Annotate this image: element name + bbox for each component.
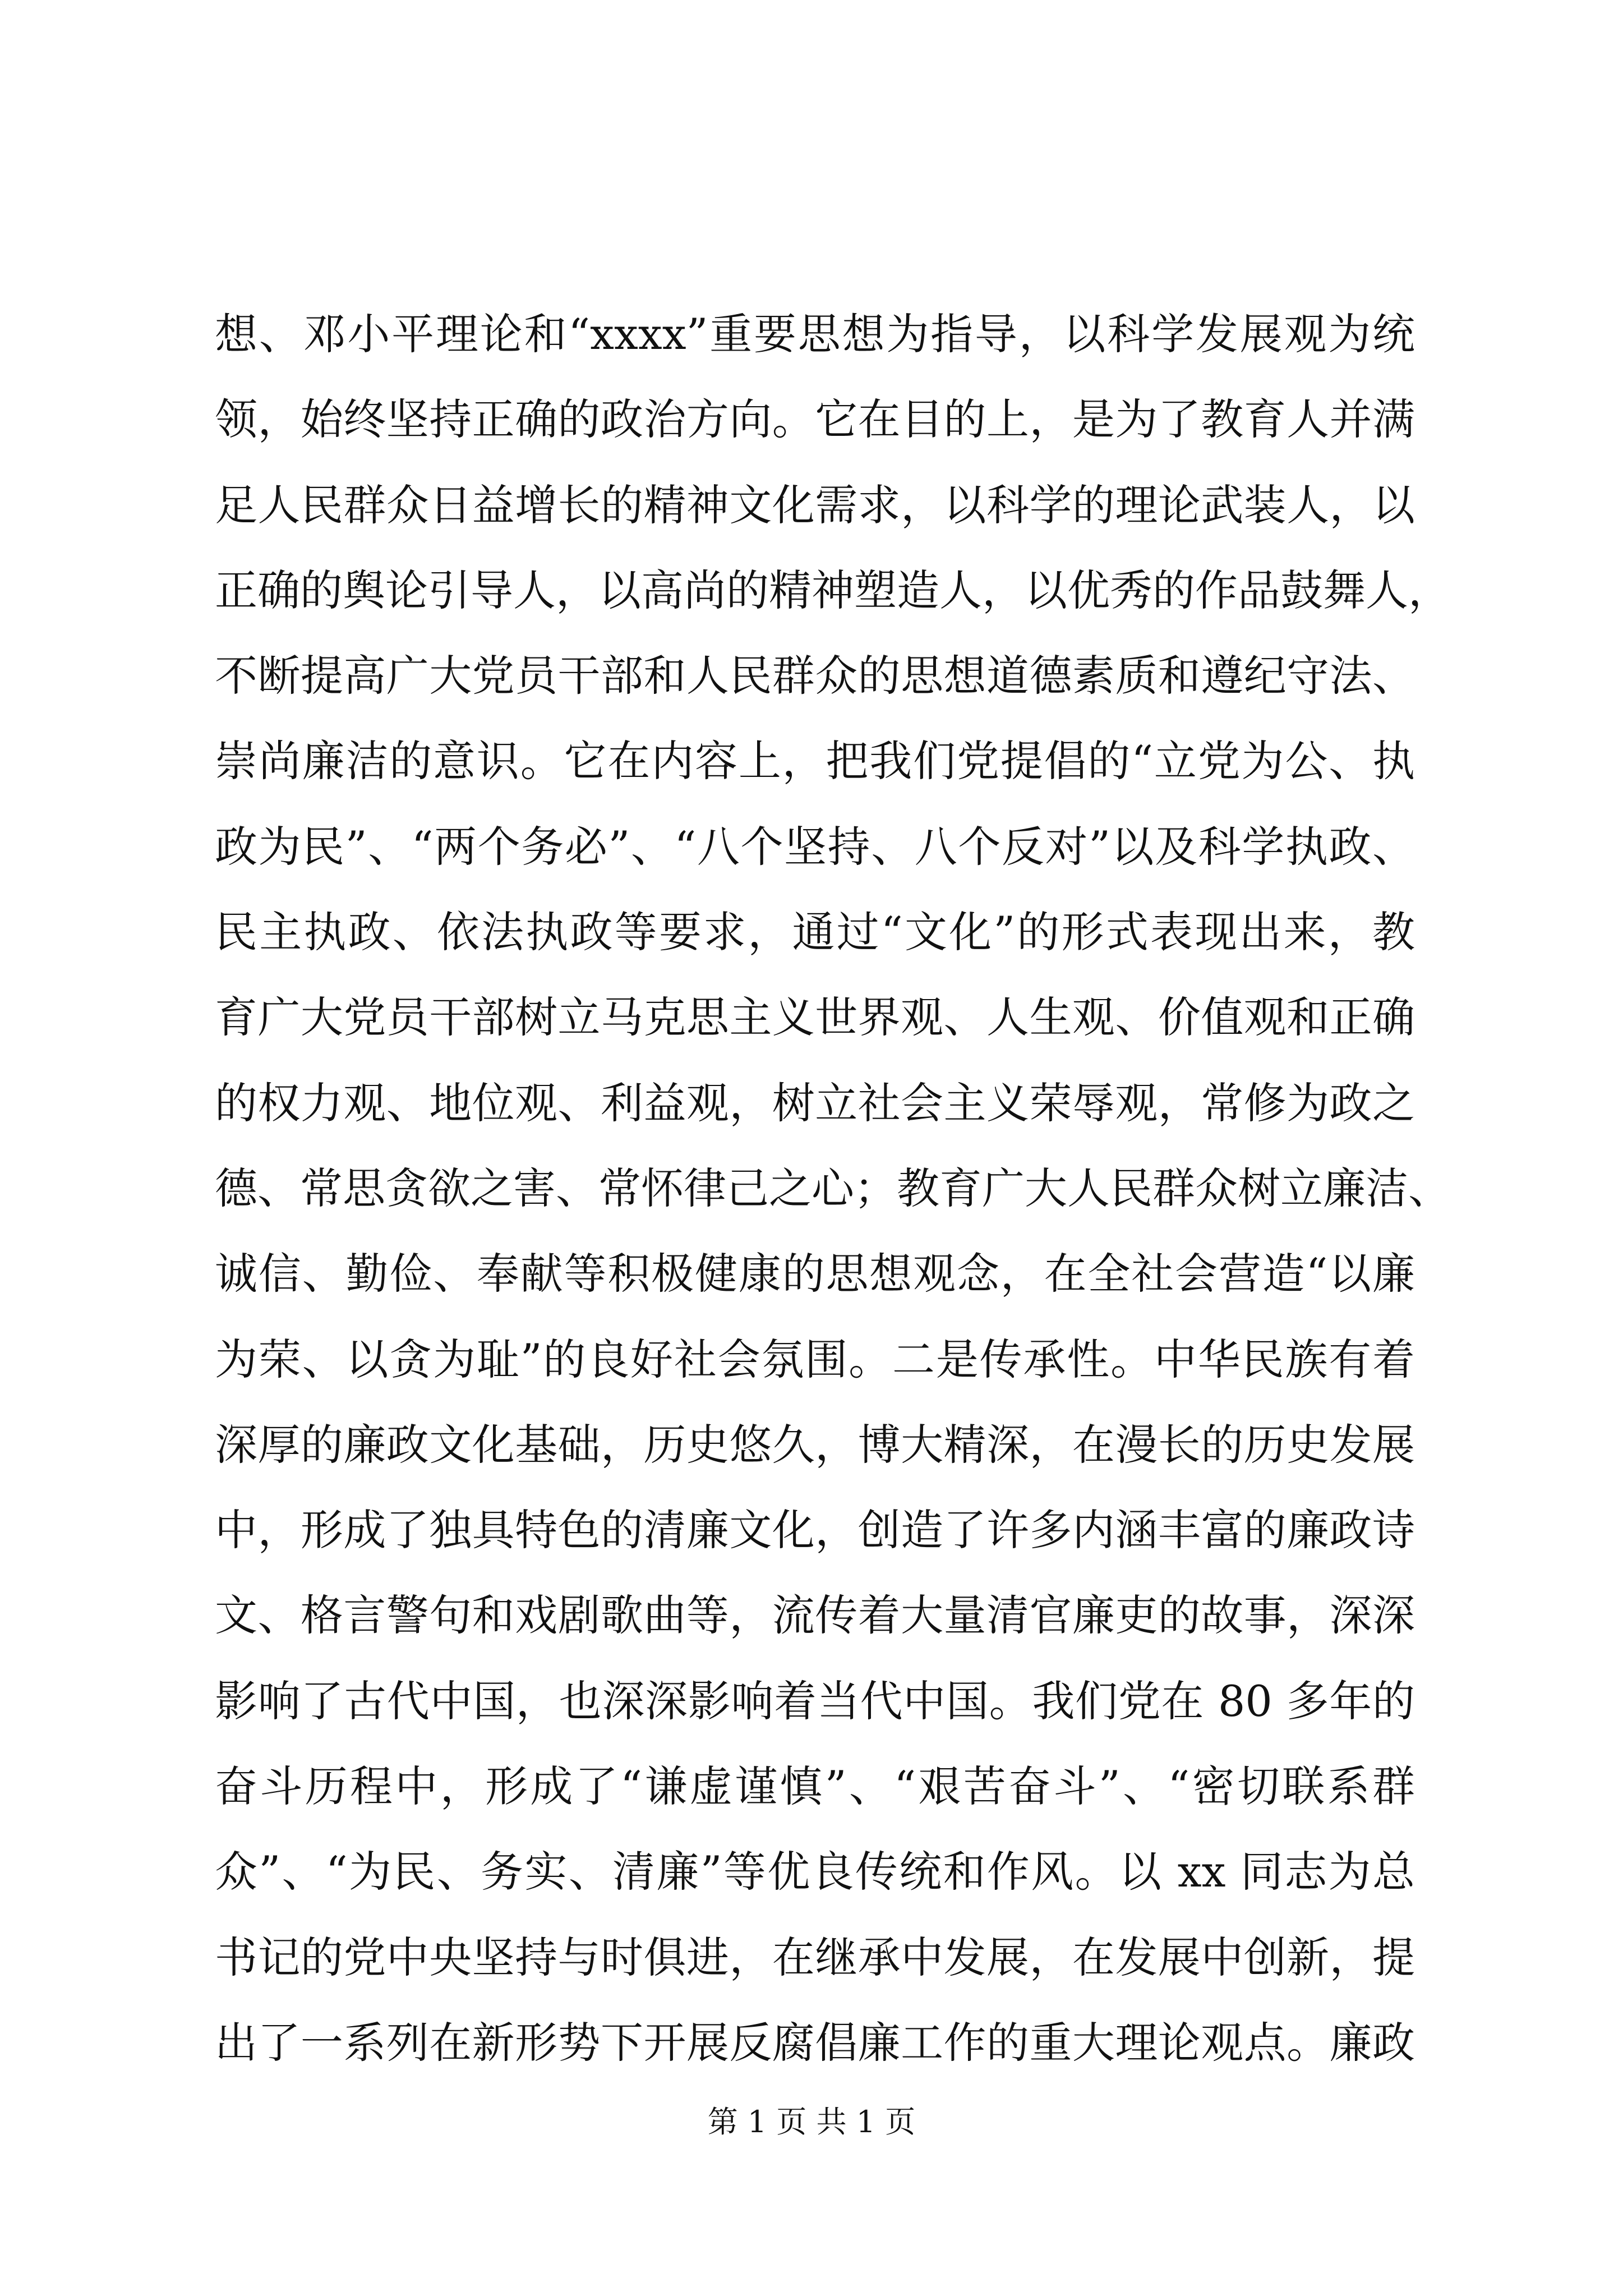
text-line: 文、格言警句和戏剧歌曲等，流传着大量清官廉吏的故事，深深 (215, 1590, 1415, 1641)
text-line: 想、邓小平理论和“xxxx”重要思想为指导，以科学发展观为统 (215, 309, 1415, 359)
text-line: 民主执政、依法执政等要求，通过“文化”的形式表现出来，教 (215, 907, 1415, 958)
text-line: 领，始终坚持正确的政治方向。它在目的上，是为了教育人并满 (215, 394, 1415, 445)
text-line: 深厚的廉政文化基础，历史悠久，博大精深，在漫长的历史发展 (215, 1419, 1415, 1470)
body-paragraph (215, 292, 1451, 2086)
text-line: 众”、“为民、务实、清廉”等优良传统和作风。以 xx 同志为总 (215, 1847, 1415, 1897)
text-line: 奋斗历程中，形成了“谦虚谨慎”、“艰苦奋斗”、“密切联系群 (215, 1761, 1415, 1812)
text-line: 中，形成了独具特色的清廉文化，创造了许多内涵丰富的廉政诗 (215, 1505, 1415, 1556)
page-number-footer: 第 1 页 共 1 页 (707, 2104, 916, 2139)
text-line: 出了一系列在新形势下开展反腐倡廉工作的重大理论观点。廉政 (215, 2017, 1415, 2068)
text-line: 正确的舆论引导人，以高尚的精神塑造人，以优秀的作品鼓舞人， (215, 565, 1451, 615)
text-line: 影响了古代中国，也深深影响着当代中国。我们党在 80 多年的 (215, 1676, 1415, 1726)
text-line: 为荣、以贪为耻”的良好社会氛围。二是传承性。中华民族有着 (215, 1334, 1415, 1384)
text-line: 的权力观、地位观、利益观，树立社会主义荣辱观，常修为政之 (215, 1078, 1415, 1128)
text-line: 诚信、勤俭、奉献等积极健康的思想观念，在全社会营造“以廉 (215, 1249, 1415, 1299)
text-line: 政为民”、“两个务必”、“八个坚持、八个反对”以及科学执政、 (215, 821, 1415, 872)
text-line: 德、常思贪欲之害、常怀律己之心；教育广大人民群众树立廉洁、 (215, 1163, 1451, 1213)
text-line: 育广大党员干部树立马克思主义世界观、人生观、价值观和正确 (215, 992, 1415, 1043)
text-line: 足人民群众日益增长的精神文化需求，以科学的理论武装人，以 (215, 480, 1415, 530)
text-line: 崇尚廉洁的意识。它在内容上，把我们党提倡的“立党为公、执 (215, 736, 1415, 786)
text-line: 不断提高广大党员干部和人民群众的思想道德素质和遵纪守法、 (215, 651, 1415, 701)
text-line: 书记的党中央坚持与时俱进，在继承中发展，在发展中创新，提 (215, 1932, 1415, 1982)
